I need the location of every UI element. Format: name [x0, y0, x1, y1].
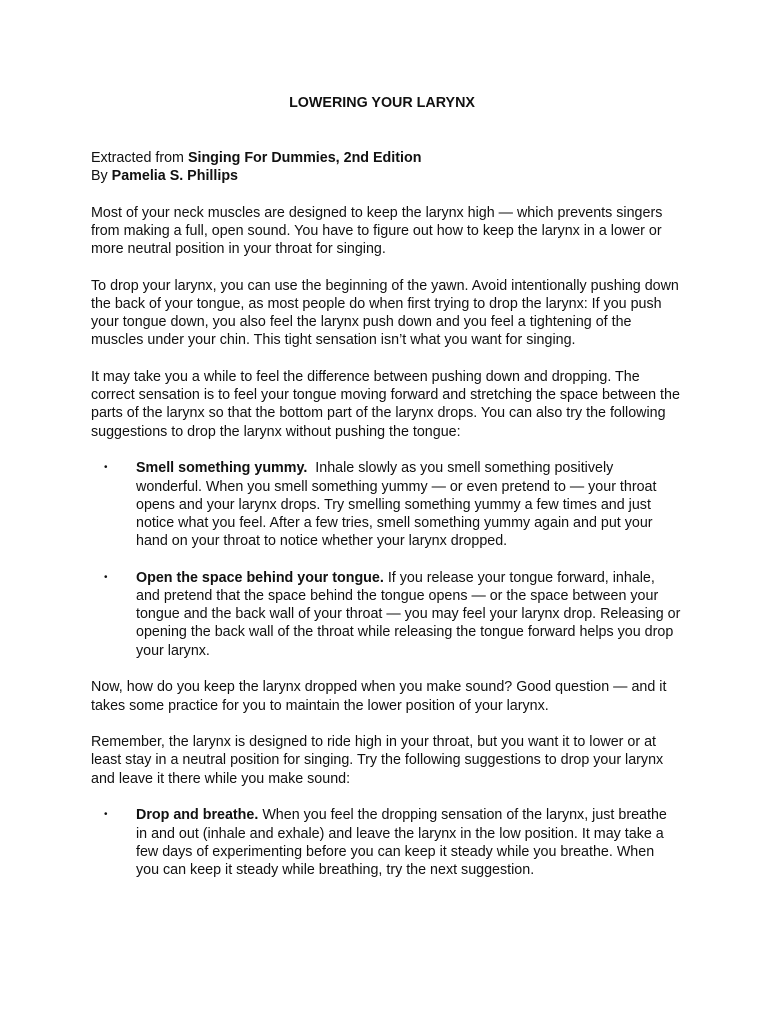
bullet-dot-icon: • [104, 462, 108, 474]
bullet-heading: Smell something yummy. [136, 460, 308, 477]
bullet-heading: Drop and breathe. [136, 807, 259, 824]
bullet-heading: Open the space behind your tongue. [136, 569, 384, 586]
list-item [91, 459, 681, 550]
author-line [91, 167, 681, 185]
source-info [91, 149, 681, 185]
list-item [91, 569, 685, 660]
by-prefix: By [91, 168, 112, 185]
author-name: Pamelia S. Phillips [111, 168, 239, 185]
extracted-line [91, 149, 681, 167]
document-title: LOWERING YOUR LARYNX [289, 95, 475, 111]
bullet-text: When you feel the dropping sensation of the larynx, just breathe in and out (inhale and exhale) and leave the larynx in the low position. It may take a few days of experimenting before you can keep it steady while you breathe. When you can keep it steady while breathing, try the next suggestion. [136, 807, 671, 878]
paragraph-3: It may take you a while to feel the difference between pushing down and dropping. The correct sensation is to feel your tongue moving forward and stretching the space between the parts of the larynx so that the bottom part of the larynx drops. You can also try the following suggestions to drop the larynx without pushing the tongue: [91, 369, 680, 440]
extracted-prefix: Extracted from [91, 150, 188, 167]
paragraph-2: To drop your larynx, you can use the beginning of the yawn. Avoid intentionally pushing down the back of your tongue, as most people do when first trying to drop the larynx: If you push your tongue down, you also feel the larynx push down and you feel a tightening of the muscles under your chin. This tight sensation isn’t what you want for singing. [91, 277, 679, 349]
bullet-text: If you release your tongue forward, inhale, and pretend that the space behind the tongue opens — or the space between your tongue and the back wall of your throat — you may feel your larynx drop. Releasing or opening the back wall of the throat while releasing the tongue forward helps you drop your larynx. [136, 569, 685, 659]
bullet-dot-icon: • [104, 571, 108, 583]
bullet-dot-icon: • [104, 809, 108, 821]
paragraph-5: Remember, the larynx is designed to ride high in your throat, but you want it to lower or at least stay in a neutral position for singing. Try the following suggestions to drop your larynx and leave it there while you make sound: [91, 734, 664, 787]
bullet-list-1 [91, 459, 685, 660]
paragraph-4: Now, how do you keep the larynx dropped when you make sound? Good question — and it takes some practice for you to maintain the lower position of your larynx. [91, 679, 667, 714]
book-title: Singing For Dummies, 2nd Edition [187, 150, 422, 167]
paragraph-1: Most of your neck muscles are designed to keep the larynx high — which prevents singers from making a full, open sound. You have to figure out how to keep the larynx in a lower or more neutral position in your throat for singing. [91, 204, 663, 258]
list-item [91, 806, 681, 879]
bullet-list-2 [91, 806, 681, 879]
bullet-text: Inhale slowly as you smell something positively wonderful. When you smell something yummy — or even pretend to — your throat opens and your larynx drops. Try smelling something yummy a few times and just notice what you feel. After a few tries, smell something yummy again and put your hand on your throat to notice whether your larynx dropped. [136, 460, 661, 550]
document-page [91, 94, 685, 898]
